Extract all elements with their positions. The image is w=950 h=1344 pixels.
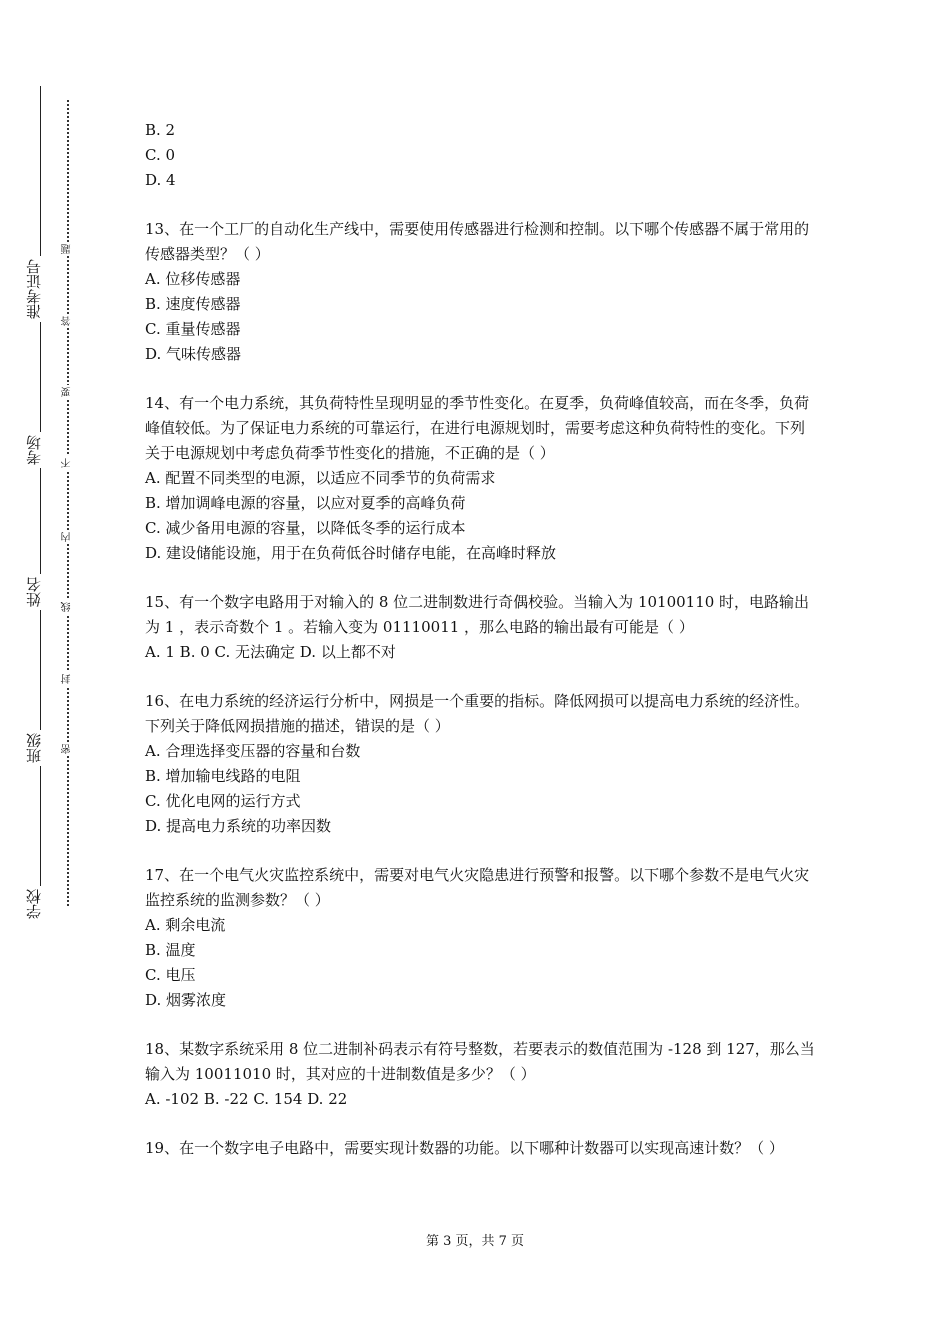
option: B. 速度传感器 xyxy=(145,295,241,313)
label-name: 姓名 xyxy=(22,574,46,610)
option: B. 增加调峰电源的容量，以应对夏季的高峰负荷 xyxy=(145,494,466,512)
question-text: 19、在一个数字电子电路中，需要实现计数器的功能。以下哪种计数器可以实现高速计数？（ ） xyxy=(145,1139,784,1157)
question-13 xyxy=(145,217,815,367)
question-18 xyxy=(145,1037,815,1112)
question-14 xyxy=(145,391,815,566)
option: A. 合理选择变压器的容量和台数 xyxy=(145,742,361,760)
seal-char-mi: 密 xyxy=(60,742,76,756)
question-16 xyxy=(145,689,815,839)
question-text: 18、某数字系统采用 8 位二进制补码表示有符号整数，若要表示的数值范围为 -128 到 127，那么当输入为 10011010 时，其对应的十进制数值是多少？（ ） xyxy=(145,1040,815,1083)
option: C. 电压 xyxy=(145,966,196,984)
option: B. 温度 xyxy=(145,941,196,959)
seal-char-xian: 线 xyxy=(60,600,76,614)
option: D. 4 xyxy=(145,171,176,189)
page-number-footer: 第 3 页，共 7 页 xyxy=(425,1234,525,1249)
option: C. 0 xyxy=(145,146,176,164)
seal-char-nei: 内 xyxy=(60,530,76,544)
label-school: 学校 xyxy=(22,886,46,922)
option: A. -102 B. -22 C. 154 D. 22 xyxy=(145,1090,348,1108)
binding-dotted-line xyxy=(67,100,69,906)
option: D. 建设储能设施，用于在负荷低谷时储存电能，在高峰时释放 xyxy=(145,544,557,562)
option: A. 位移传感器 xyxy=(145,270,241,288)
question-19 xyxy=(145,1136,815,1161)
previous-question-options xyxy=(145,118,815,193)
seal-char-ti: 题 xyxy=(60,242,76,256)
seal-char-da: 答 xyxy=(60,314,76,328)
binding-solid-line xyxy=(40,86,41,922)
label-class: 班级 xyxy=(22,730,46,766)
question-text: 15、有一个数字电路用于对输入的 8 位二进制数进行奇偶校验。当输入为 10100110 时，电路输出为 1 ，表示奇数个 1 。若输入变为 01110011 ，那么电路的输出最有可能是（ ） xyxy=(145,593,810,636)
option: B. 增加输电线路的电阻 xyxy=(145,767,301,785)
seal-char-bu: 不 xyxy=(60,456,76,470)
question-17 xyxy=(145,863,815,1013)
option: C. 重量传感器 xyxy=(145,320,241,338)
option: C. 减少备用电源的容量，以降低冬季的运行成本 xyxy=(145,519,466,537)
question-content xyxy=(145,118,815,1185)
seal-char-yao: 要 xyxy=(60,385,76,399)
question-text: 13、在一个工厂的自动化生产线中，需要使用传感器进行检测和控制。以下哪个传感器不属于常用的传感器类型？（ ） xyxy=(145,220,810,263)
question-15 xyxy=(145,590,815,665)
option: C. 优化电网的运行方式 xyxy=(145,792,301,810)
option: A. 配置不同类型的电源，以适应不同季节的负荷需求 xyxy=(145,469,496,487)
question-text: 16、在电力系统的经济运行分析中，网损是一个重要的指标。降低网损可以提高电力系统的经济性。下列关于降低网损措施的描述，错误的是（ ） xyxy=(145,692,810,735)
option: D. 提高电力系统的功率因数 xyxy=(145,817,332,835)
option: A. 剩余电流 xyxy=(145,916,226,934)
option: B. 2 xyxy=(145,121,176,139)
option: D. 气味传感器 xyxy=(145,345,242,363)
question-text: 17、在一个电气火灾监控系统中，需要对电气火灾隐患进行预警和报警。以下哪个参数不是电气火灾监控系统的监测参数？（ ） xyxy=(145,866,810,909)
question-text: 14、有一个电力系统，其负荷特性呈现明显的季节性变化。在夏季，负荷峰值较高，而在冬季，负荷峰值较低。为了保证电力系统的可靠运行，在进行电源规划时，需要考虑这种负荷特性的变化。下列关于电源规划中考虑负荷季节性变化的措施，不正确的是（ ） xyxy=(145,394,810,462)
label-exam-number: 准考证号 xyxy=(22,256,46,322)
label-exam-room: 考场 xyxy=(22,432,46,468)
seal-char-feng: 封 xyxy=(60,672,76,686)
option: A. 1 B. 0 C. 无法确定 D. 以上都不对 xyxy=(145,643,396,661)
option: D. 烟雾浓度 xyxy=(145,991,227,1009)
